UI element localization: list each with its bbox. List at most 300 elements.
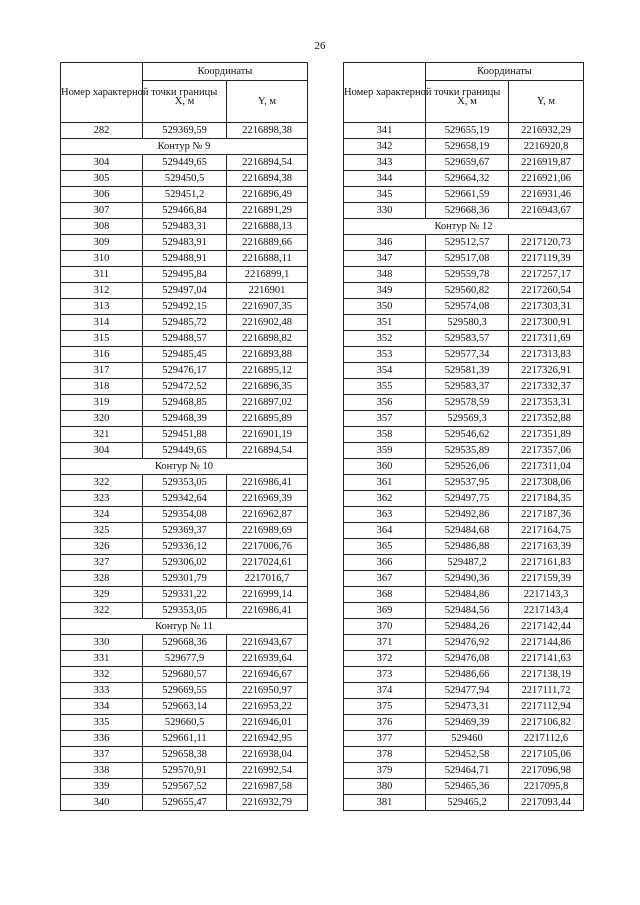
x-coordinate-cell: 529559,78 [426,267,509,283]
y-coordinate-cell: 2216894,38 [227,171,308,187]
y-coordinate-cell: 2216943,67 [227,635,308,651]
x-coordinate-cell: 529486,88 [426,539,509,555]
y-coordinate-cell: 2216962,87 [227,507,308,523]
point-number-cell: 378 [344,747,426,763]
point-number-cell: 335 [61,715,143,731]
table-row [61,219,308,235]
table-row [61,475,308,491]
x-coordinate-cell: 529578,59 [426,395,509,411]
table-row [61,747,308,763]
x-coordinate-cell: 529483,31 [143,219,227,235]
point-number-cell: 360 [344,459,426,475]
point-number-cell: 352 [344,331,426,347]
y-coordinate-cell: 2217308,06 [509,475,584,491]
table-row [344,443,584,459]
point-number-cell: 313 [61,299,143,315]
x-coordinate-cell: 529663,14 [143,699,227,715]
table-row [344,155,584,171]
y-coordinate-cell: 2216942,95 [227,731,308,747]
y-coordinate-cell: 2216931,46 [509,187,584,203]
table-row [344,795,584,811]
y-coordinate-cell: 2217119,39 [509,251,584,267]
table-row [61,299,308,315]
x-coordinate-cell: 529668,36 [426,203,509,219]
header-coordinates: Координаты [143,63,308,81]
table-row [344,491,584,507]
table-row [61,331,308,347]
table-row [344,603,584,619]
point-number-cell: 361 [344,475,426,491]
table-row [344,395,584,411]
table-row [344,635,584,651]
x-coordinate-cell: 529492,15 [143,299,227,315]
point-number-cell: 368 [344,587,426,603]
y-coordinate-cell: 2217332,37 [509,379,584,395]
y-coordinate-cell: 2217138,19 [509,667,584,683]
point-number-cell: 340 [61,795,143,811]
page-number: 26 [314,40,326,52]
point-number-cell: 381 [344,795,426,811]
coordinates-table-right [343,62,584,811]
y-coordinate-cell: 2216919,87 [509,155,584,171]
y-coordinate-cell: 2217351,89 [509,427,584,443]
table-row [344,619,584,635]
point-number-cell: 374 [344,683,426,699]
point-number-cell: 322 [61,603,143,619]
point-number-cell: 363 [344,507,426,523]
y-coordinate-cell: 2216898,82 [227,331,308,347]
table-row [344,523,584,539]
y-coordinate-cell: 2217357,06 [509,443,584,459]
point-number-cell: 377 [344,731,426,747]
y-coordinate-cell: 2217112,94 [509,699,584,715]
y-coordinate-cell: 2216921,06 [509,171,584,187]
x-coordinate-cell: 529680,57 [143,667,227,683]
x-coordinate-cell: 529476,17 [143,363,227,379]
point-number-cell: 350 [344,299,426,315]
y-coordinate-cell: 2216946,01 [227,715,308,731]
table-row [61,315,308,331]
x-coordinate-cell: 529451,88 [143,427,227,443]
x-coordinate-cell: 529661,59 [426,187,509,203]
point-number-cell: 282 [61,123,143,139]
point-number-cell: 376 [344,715,426,731]
y-coordinate-cell: 2217106,82 [509,715,584,731]
point-number-cell: 338 [61,763,143,779]
table-row [344,779,584,795]
x-coordinate-cell: 529483,91 [143,235,227,251]
y-coordinate-cell: 2216891,29 [227,203,308,219]
x-coordinate-cell: 529485,45 [143,347,227,363]
y-coordinate-cell: 2216953,22 [227,699,308,715]
point-number-cell: 359 [344,443,426,459]
table-row [61,651,308,667]
x-coordinate-cell: 529465,36 [426,779,509,795]
x-coordinate-cell: 529668,36 [143,635,227,651]
point-number-cell: 316 [61,347,143,363]
table-row [344,683,584,699]
y-coordinate-cell: 2216895,12 [227,363,308,379]
table-row [61,571,308,587]
point-number-cell: 331 [61,651,143,667]
x-coordinate-cell: 529301,79 [143,571,227,587]
table-row [61,283,308,299]
table-row [61,411,308,427]
table-row [61,699,308,715]
table-row [61,395,308,411]
point-number-cell: 330 [344,203,426,219]
header-y: Y, м [509,81,584,123]
point-number-cell: 356 [344,395,426,411]
point-number-cell: 333 [61,683,143,699]
table-row [61,795,308,811]
y-coordinate-cell: 2217164,75 [509,523,584,539]
x-coordinate-cell: 529450,5 [143,171,227,187]
y-coordinate-cell: 2216889,66 [227,235,308,251]
y-coordinate-cell: 2216932,29 [509,123,584,139]
y-coordinate-cell: 2217353,31 [509,395,584,411]
y-coordinate-cell: 2216907,35 [227,299,308,315]
x-coordinate-cell: 529476,08 [426,651,509,667]
x-coordinate-cell: 529660,5 [143,715,227,731]
contour-row [61,459,308,475]
x-coordinate-cell: 529570,91 [143,763,227,779]
table-row [61,731,308,747]
point-number-cell: 348 [344,267,426,283]
y-coordinate-cell: 2217260,54 [509,283,584,299]
y-coordinate-cell: 2217112,6 [509,731,584,747]
table-row [344,267,584,283]
coordinates-table-left [60,62,308,811]
table-row [344,731,584,747]
y-coordinate-cell: 2216901,19 [227,427,308,443]
point-number-cell: 305 [61,171,143,187]
table-row [344,299,584,315]
table-row [344,235,584,251]
table-row [61,667,308,683]
point-number-cell: 371 [344,635,426,651]
table-row [344,171,584,187]
y-coordinate-cell: 2217006,76 [227,539,308,555]
point-number-cell: 345 [344,187,426,203]
y-coordinate-cell: 2217120,73 [509,235,584,251]
table-row [344,715,584,731]
x-coordinate-cell: 529658,38 [143,747,227,763]
table-row [61,427,308,443]
point-number-cell: 351 [344,315,426,331]
x-coordinate-cell: 529517,08 [426,251,509,267]
y-coordinate-cell: 2217313,83 [509,347,584,363]
header-x: X, м [426,81,509,123]
x-coordinate-cell: 529484,68 [426,523,509,539]
table-row [61,555,308,571]
y-coordinate-cell: 2217143,3 [509,587,584,603]
x-coordinate-cell: 529659,67 [426,155,509,171]
table-row [344,507,584,523]
y-coordinate-cell: 2217326,91 [509,363,584,379]
y-coordinate-cell: 2216899,1 [227,267,308,283]
point-number-cell: 362 [344,491,426,507]
y-coordinate-cell: 2217095,8 [509,779,584,795]
point-number-cell: 372 [344,651,426,667]
y-coordinate-cell: 2216986,41 [227,475,308,491]
x-coordinate-cell: 529306,02 [143,555,227,571]
x-coordinate-cell: 529664,32 [426,171,509,187]
table-row [344,475,584,491]
point-number-cell: 326 [61,539,143,555]
table-row [344,283,584,299]
y-coordinate-cell: 2217161,83 [509,555,584,571]
y-coordinate-cell: 2216896,35 [227,379,308,395]
contour-label: Контур № 10 [61,459,308,475]
y-coordinate-cell: 2216939,64 [227,651,308,667]
x-coordinate-cell: 529477,94 [426,683,509,699]
x-coordinate-cell: 529658,19 [426,139,509,155]
point-number-cell: 373 [344,667,426,683]
point-number-cell: 353 [344,347,426,363]
y-coordinate-cell: 2217163,39 [509,539,584,555]
header-y: Y, м [227,81,308,123]
point-number-cell: 344 [344,171,426,187]
x-coordinate-cell: 529468,39 [143,411,227,427]
x-coordinate-cell: 529485,72 [143,315,227,331]
table-row [344,315,584,331]
y-coordinate-cell: 2217311,69 [509,331,584,347]
x-coordinate-cell: 529495,84 [143,267,227,283]
point-number-cell: 308 [61,219,143,235]
x-coordinate-cell: 529342,64 [143,491,227,507]
table-row [344,251,584,267]
contour-row [344,219,584,235]
x-coordinate-cell: 529488,91 [143,251,227,267]
point-number-cell: 322 [61,475,143,491]
point-number-cell: 306 [61,187,143,203]
point-number-cell: 319 [61,395,143,411]
x-coordinate-cell: 529484,86 [426,587,509,603]
y-coordinate-cell: 2216893,88 [227,347,308,363]
x-coordinate-cell: 529583,37 [426,379,509,395]
point-number-cell: 337 [61,747,143,763]
point-number-cell: 327 [61,555,143,571]
point-number-cell: 314 [61,315,143,331]
table-row [344,411,584,427]
point-number-cell: 341 [344,123,426,139]
y-coordinate-cell: 2216969,39 [227,491,308,507]
point-number-cell: 342 [344,139,426,155]
table-row [61,155,308,171]
table-row [344,651,584,667]
table-row [344,427,584,443]
contour-label: Контур № 11 [61,619,308,635]
table-row [61,187,308,203]
x-coordinate-cell: 529354,08 [143,507,227,523]
point-number-cell: 318 [61,379,143,395]
table-row [344,139,584,155]
x-coordinate-cell: 529497,75 [426,491,509,507]
x-coordinate-cell: 529469,39 [426,715,509,731]
y-coordinate-cell: 2216888,11 [227,251,308,267]
point-number-cell: 332 [61,667,143,683]
header-coordinates: Координаты [426,63,584,81]
point-number-cell: 367 [344,571,426,587]
x-coordinate-cell: 529369,37 [143,523,227,539]
x-coordinate-cell: 529460 [426,731,509,747]
coordinates-body-left [61,123,308,811]
y-coordinate-cell: 2217187,36 [509,507,584,523]
point-number-cell: 379 [344,763,426,779]
point-number-cell: 315 [61,331,143,347]
y-coordinate-cell: 2217159,39 [509,571,584,587]
table-row [61,443,308,459]
point-number-cell: 311 [61,267,143,283]
table-row [61,251,308,267]
header-x: X, м [143,81,227,123]
y-coordinate-cell: 2216989,69 [227,523,308,539]
x-coordinate-cell: 529369,59 [143,123,227,139]
table-row [61,763,308,779]
point-number-cell: 310 [61,251,143,267]
y-coordinate-cell: 2216986,41 [227,603,308,619]
x-coordinate-cell: 529535,89 [426,443,509,459]
x-coordinate-cell: 529512,57 [426,235,509,251]
y-coordinate-cell: 2216895,89 [227,411,308,427]
table-row [61,363,308,379]
y-coordinate-cell: 2217016,7 [227,571,308,587]
y-coordinate-cell: 2217257,17 [509,267,584,283]
x-coordinate-cell: 529331,22 [143,587,227,603]
table-row [61,587,308,603]
point-number-cell: 334 [61,699,143,715]
y-coordinate-cell: 2217300,91 [509,315,584,331]
point-number-cell: 304 [61,443,143,459]
point-number-cell: 336 [61,731,143,747]
y-coordinate-cell: 2216888,13 [227,219,308,235]
y-coordinate-cell: 2217142,44 [509,619,584,635]
point-number-cell: 370 [344,619,426,635]
table-row [344,203,584,219]
x-coordinate-cell: 529473,31 [426,699,509,715]
table-row [344,763,584,779]
y-coordinate-cell: 2216898,38 [227,123,308,139]
x-coordinate-cell: 529452,58 [426,747,509,763]
point-number-cell: 330 [61,635,143,651]
x-coordinate-cell: 529655,47 [143,795,227,811]
point-number-cell: 365 [344,539,426,555]
y-coordinate-cell: 2216943,67 [509,203,584,219]
point-number-cell: 375 [344,699,426,715]
table-row [344,379,584,395]
x-coordinate-cell: 529581,39 [426,363,509,379]
table-row [344,587,584,603]
y-coordinate-cell: 2216938,04 [227,747,308,763]
point-number-cell: 309 [61,235,143,251]
x-coordinate-cell: 529449,65 [143,443,227,459]
point-number-cell: 354 [344,363,426,379]
y-coordinate-cell: 2216894,54 [227,443,308,459]
x-coordinate-cell: 529466,84 [143,203,227,219]
table-row [344,459,584,475]
x-coordinate-cell: 529580,3 [426,315,509,331]
x-coordinate-cell: 529537,95 [426,475,509,491]
x-coordinate-cell: 529560,82 [426,283,509,299]
y-coordinate-cell: 2217352,88 [509,411,584,427]
table-row [61,491,308,507]
x-coordinate-cell: 529472,52 [143,379,227,395]
x-coordinate-cell: 529486,66 [426,667,509,683]
table-row [61,267,308,283]
table-row [61,635,308,651]
x-coordinate-cell: 529484,56 [426,603,509,619]
x-coordinate-cell: 529464,71 [426,763,509,779]
x-coordinate-cell: 529546,62 [426,427,509,443]
y-coordinate-cell: 2217024,61 [227,555,308,571]
point-number-cell: 366 [344,555,426,571]
x-coordinate-cell: 529574,08 [426,299,509,315]
point-number-cell: 307 [61,203,143,219]
table-row [344,699,584,715]
point-number-cell: 346 [344,235,426,251]
x-coordinate-cell: 529488,57 [143,331,227,347]
table-row [61,779,308,795]
contour-row [61,619,308,635]
table-row [61,379,308,395]
header-point-number: Номер характерной точки границы [61,63,143,123]
point-number-cell: 347 [344,251,426,267]
table-row [61,683,308,699]
table-row [344,123,584,139]
x-coordinate-cell: 529468,85 [143,395,227,411]
y-coordinate-cell: 2216932,79 [227,795,308,811]
x-coordinate-cell: 529465,2 [426,795,509,811]
y-coordinate-cell: 2217096,98 [509,763,584,779]
y-coordinate-cell: 2216896,49 [227,187,308,203]
point-number-cell: 339 [61,779,143,795]
point-number-cell: 325 [61,523,143,539]
y-coordinate-cell: 2217144,86 [509,635,584,651]
point-number-cell: 364 [344,523,426,539]
point-number-cell: 355 [344,379,426,395]
y-coordinate-cell: 2216902,48 [227,315,308,331]
y-coordinate-cell: 2217184,35 [509,491,584,507]
x-coordinate-cell: 529353,05 [143,475,227,491]
table-row [344,363,584,379]
table-row [61,539,308,555]
point-number-cell: 317 [61,363,143,379]
x-coordinate-cell: 529487,2 [426,555,509,571]
x-coordinate-cell: 529336,12 [143,539,227,555]
x-coordinate-cell: 529492,86 [426,507,509,523]
x-coordinate-cell: 529490,36 [426,571,509,587]
x-coordinate-cell: 529661,11 [143,731,227,747]
point-number-cell: 312 [61,283,143,299]
point-number-cell: 324 [61,507,143,523]
y-coordinate-cell: 2217093,44 [509,795,584,811]
x-coordinate-cell: 529569,3 [426,411,509,427]
point-number-cell: 320 [61,411,143,427]
table-row [344,555,584,571]
y-coordinate-cell: 2216897,02 [227,395,308,411]
coordinates-body-right [344,123,584,811]
x-coordinate-cell: 529449,65 [143,155,227,171]
table-row [344,347,584,363]
point-number-cell: 328 [61,571,143,587]
y-coordinate-cell: 2216987,58 [227,779,308,795]
point-number-cell: 321 [61,427,143,443]
table-row [61,235,308,251]
y-coordinate-cell: 2216992,54 [227,763,308,779]
table-row [344,571,584,587]
y-coordinate-cell: 2216946,67 [227,667,308,683]
